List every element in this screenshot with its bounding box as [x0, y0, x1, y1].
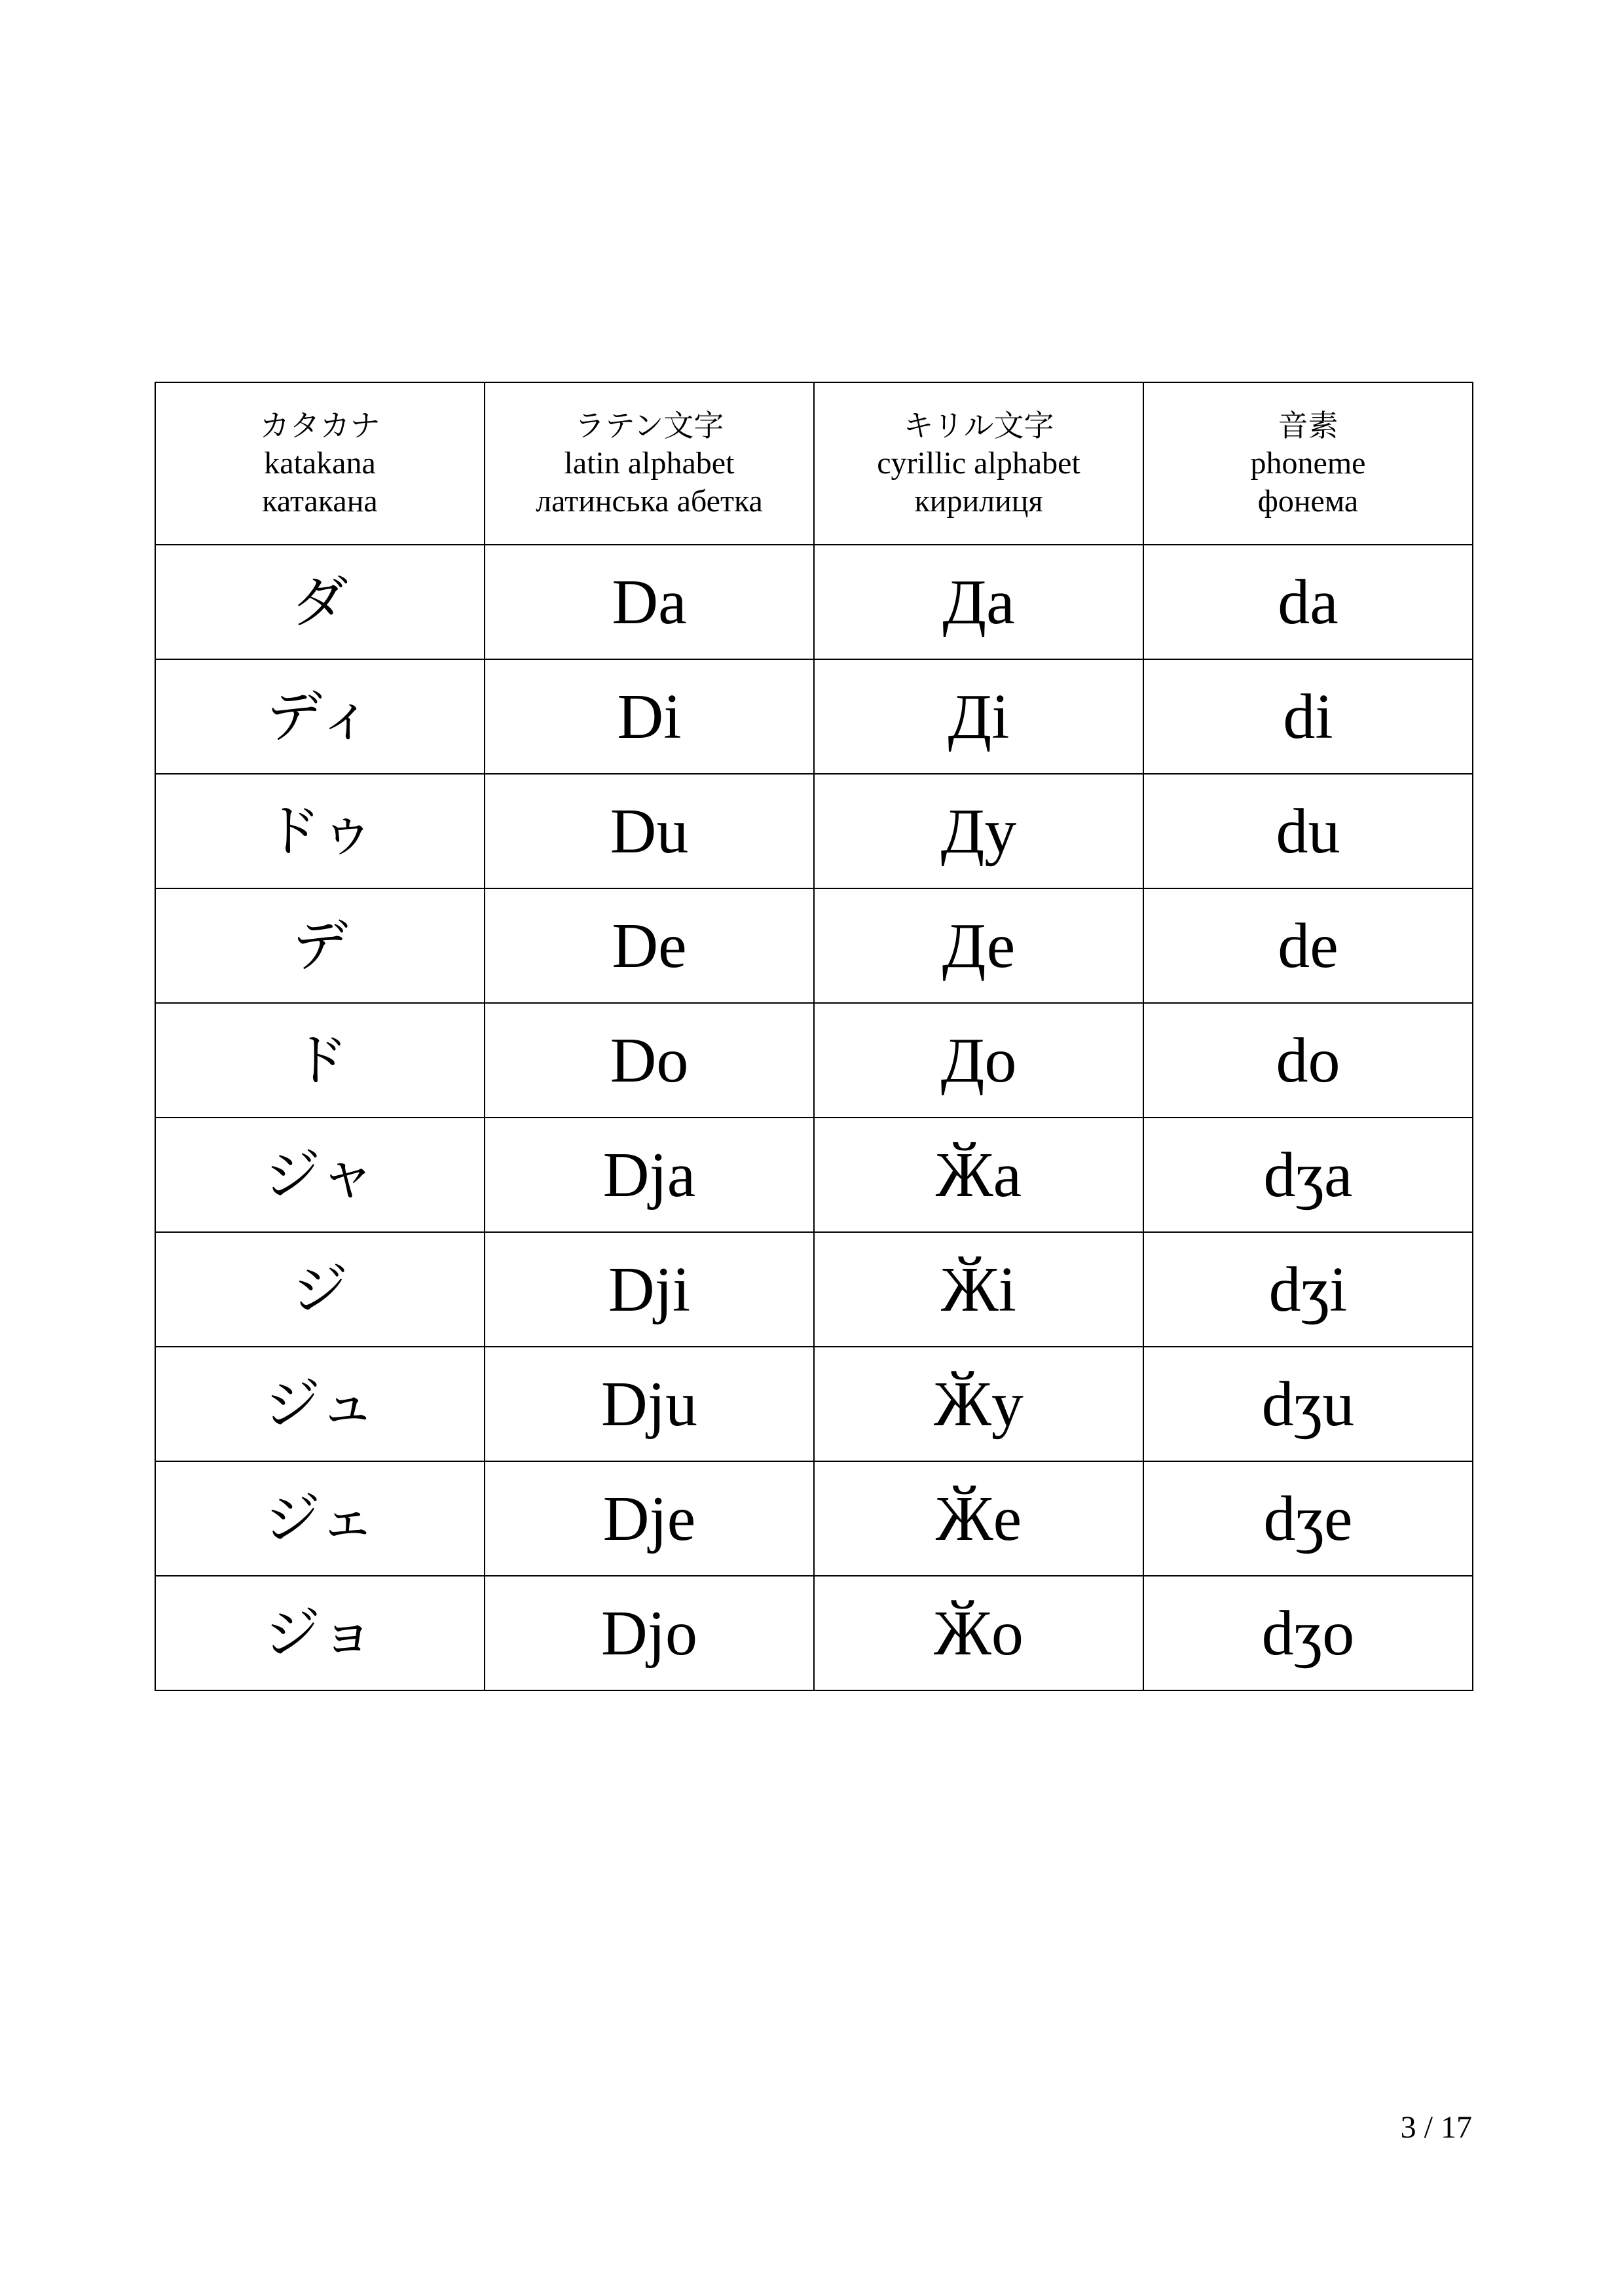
katakana-cell: ド: [155, 1003, 485, 1118]
header-label-uk: фонема: [1257, 484, 1359, 519]
cyrillic-cell: Ӂу: [814, 1347, 1143, 1461]
phoneme-cell: do: [1143, 1003, 1473, 1118]
cyrillic-cell: Ді: [814, 659, 1143, 774]
table-row: [155, 888, 1473, 1003]
phoneme-cell: du: [1143, 774, 1473, 888]
table-row: [155, 1003, 1473, 1118]
table-row: [155, 1461, 1473, 1576]
header-cyrillic: [814, 382, 1143, 545]
phoneme-cell: de: [1143, 888, 1473, 1003]
cyrillic-cell: Ӂі: [814, 1232, 1143, 1347]
latin-cell: Djo: [485, 1576, 814, 1690]
latin-cell: Dju: [485, 1347, 814, 1461]
cyrillic-cell: Де: [814, 888, 1143, 1003]
header-katakana: [155, 382, 485, 545]
cyrillic-cell: Ӂа: [814, 1118, 1143, 1232]
phoneme-cell: dʒi: [1143, 1232, 1473, 1347]
header-label-uk: катакана: [262, 484, 378, 519]
header-label-jp: 音素: [1278, 408, 1338, 443]
table-row: [155, 1118, 1473, 1232]
latin-cell: Do: [485, 1003, 814, 1118]
latin-cell: Da: [485, 545, 814, 659]
table-row: [155, 1347, 1473, 1461]
phoneme-cell: dʒe: [1143, 1461, 1473, 1576]
transliteration-table: [155, 382, 1473, 1691]
table-row: [155, 659, 1473, 774]
katakana-cell: ディ: [155, 659, 485, 774]
cyrillic-cell: Ӂе: [814, 1461, 1143, 1576]
phoneme-cell: di: [1143, 659, 1473, 774]
phoneme-cell: dʒu: [1143, 1347, 1473, 1461]
table-row: [155, 774, 1473, 888]
phoneme-cell: dʒa: [1143, 1118, 1473, 1232]
katakana-cell: ジ: [155, 1232, 485, 1347]
header-label-en: cyrillic alphabet: [877, 446, 1080, 481]
latin-cell: Dja: [485, 1118, 814, 1232]
latin-cell: De: [485, 888, 814, 1003]
katakana-cell: ジャ: [155, 1118, 485, 1232]
phoneme-cell: da: [1143, 545, 1473, 659]
header-label-jp: カタカナ: [259, 408, 380, 443]
latin-cell: Dje: [485, 1461, 814, 1576]
header-label-uk: кирилиця: [914, 484, 1043, 519]
header-label-en: phoneme: [1250, 446, 1366, 481]
header-phoneme: [1143, 382, 1473, 545]
cyrillic-cell: До: [814, 1003, 1143, 1118]
header-label-uk: латинська абетка: [536, 484, 763, 519]
cyrillic-cell: Ӂо: [814, 1576, 1143, 1690]
katakana-cell: ジュ: [155, 1347, 485, 1461]
cyrillic-cell: Ду: [814, 774, 1143, 888]
latin-cell: Dji: [485, 1232, 814, 1347]
katakana-cell: ダ: [155, 545, 485, 659]
cyrillic-cell: Да: [814, 545, 1143, 659]
katakana-cell: ジョ: [155, 1576, 485, 1690]
page-number: 3 / 17: [1400, 2110, 1472, 2145]
table-row: [155, 1232, 1473, 1347]
latin-cell: Du: [485, 774, 814, 888]
table-row: [155, 1576, 1473, 1690]
katakana-cell: デ: [155, 888, 485, 1003]
table-header-row: [155, 382, 1473, 545]
phoneme-cell: dʒo: [1143, 1576, 1473, 1690]
header-latin: [485, 382, 814, 545]
header-label-en: latin alphabet: [564, 446, 735, 481]
katakana-cell: ジェ: [155, 1461, 485, 1576]
latin-cell: Di: [485, 659, 814, 774]
table-row: [155, 545, 1473, 659]
katakana-cell: ドゥ: [155, 774, 485, 888]
header-label-en: katakana: [264, 446, 376, 481]
header-label-jp: キリル文字: [903, 408, 1054, 443]
header-label-jp: ラテン文字: [574, 408, 724, 443]
